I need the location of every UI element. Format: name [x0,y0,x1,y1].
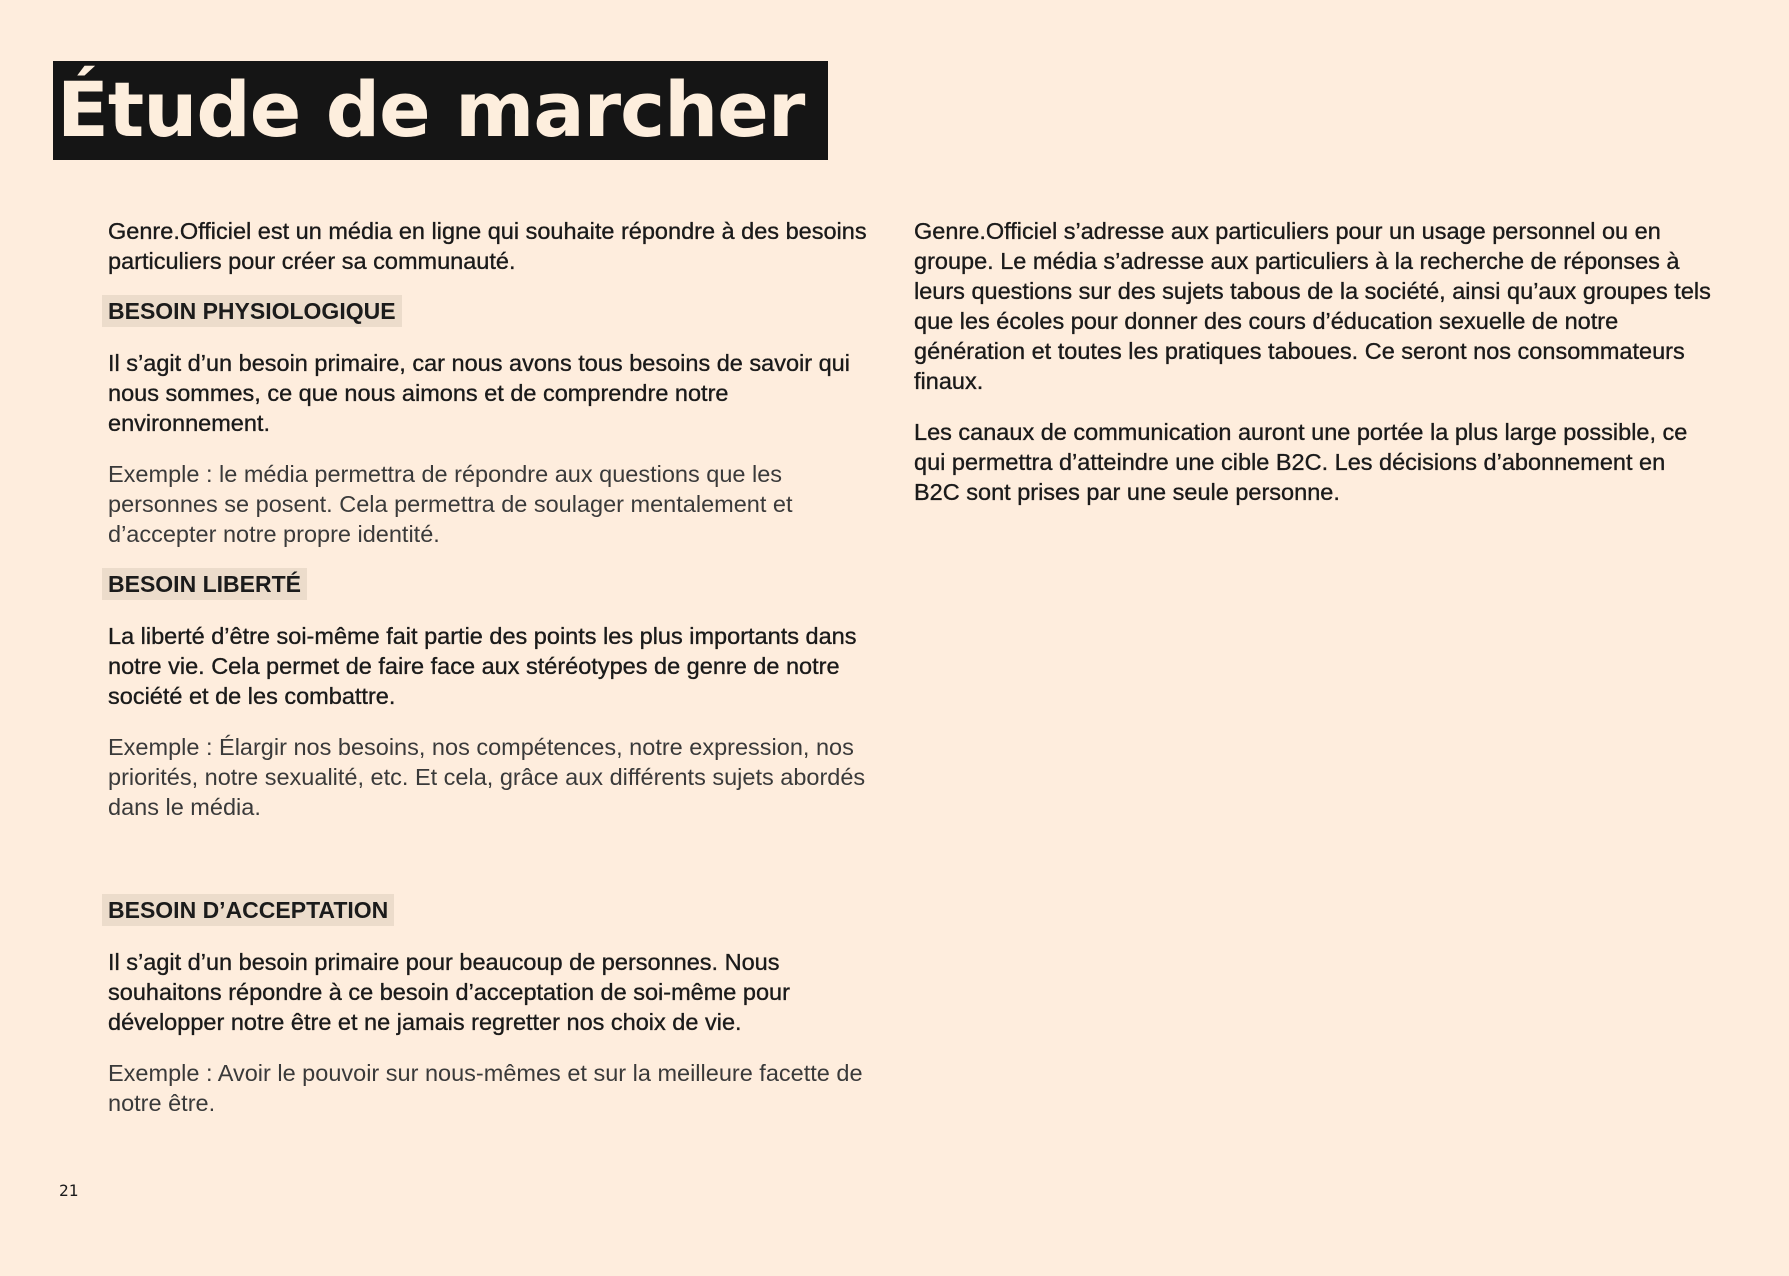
page-number: 21 [59,1181,79,1200]
section-physiologique [108,295,890,327]
section-heading: BESOIN D’ACCEPTATION [102,894,394,926]
intro-paragraph: Genre.Officiel est un média en ligne qui souhaite répondre à des besoins particuliers pour créer sa communauté. [108,218,867,274]
section-heading: BESOIN PHYSIOLOGIQUE [102,295,402,327]
section-example: Exemple : le média permettra de répondre aux questions que les personnes se posent. Cela permettra de soulager mentalement et d’accepter notre propre identité. [108,461,793,547]
channels-paragraph: Les canaux de communication auront une portée la plus large possible, ce qui permettra d’atteindre une cible B2C. Les décisions d’abonnement en B2C sont prises par une seule personne. [914,419,1688,505]
section-heading: BESOIN LIBERTÉ [102,568,307,600]
section-example: Exemple : Élargir nos besoins, nos compétences, notre expression, nos priorités, notre sexualité, etc. Et cela, grâce aux différents sujets abordés dans le média. [108,734,866,820]
section-body: Il s’agit d’un besoin primaire, car nous avons tous besoins de savoir qui nous sommes, ce que nous aimons et de comprendre notre environnement. [108,350,850,436]
section-acceptation [108,894,890,926]
target-paragraph: Genre.Officiel s’adresse aux particuliers pour un usage personnel ou en groupe. Le média s’adresse aux particuliers à la recherche de réponses à leurs questions sur des sujets tabous de la société, ainsi qu’aux groupes tels que les écoles pour donner des cours d’éducation sexuelle de notre génération et toutes les pratiques taboues. Ce seront nos consommateurs finaux. [914,218,1711,394]
section-liberte [108,568,890,600]
page-title-box [53,61,828,160]
left-column [108,216,890,1118]
section-body: La liberté d’être soi-même fait partie des points les plus importants dans notre vie. Cela permet de faire face aux stéréotypes de genre de notre société et de les combattre. [108,623,857,709]
section-example: Exemple : Avoir le pouvoir sur nous-mêmes et sur la meilleure facette de notre être. [108,1060,863,1116]
right-column [914,216,1714,507]
page-title: Étude de marcher [57,65,805,154]
section-body: Il s’agit d’un besoin primaire pour beaucoup de personnes. Nous souhaitons répondre à ce besoin d’acceptation de soi-même pour développer notre être et ne jamais regretter nos choix de vie. [108,949,790,1035]
